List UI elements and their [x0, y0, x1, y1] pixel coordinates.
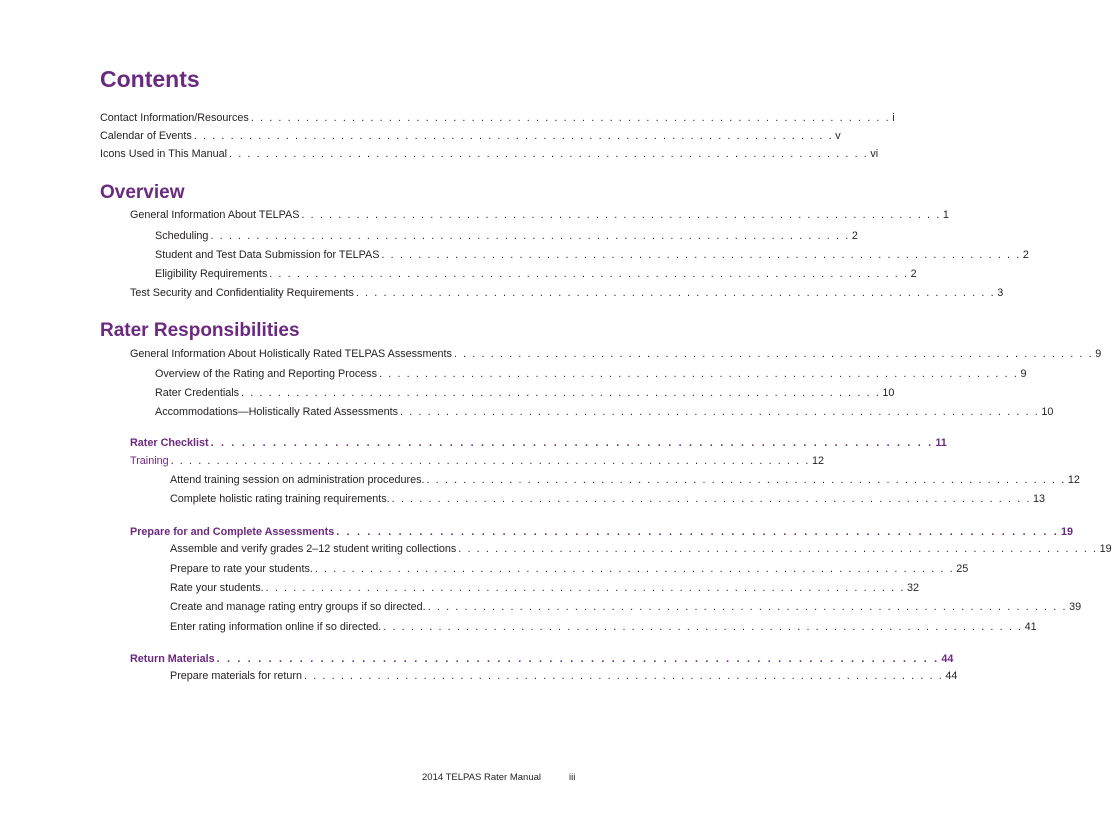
toc-entry-rater-checklist[interactable]: [130, 435, 947, 451]
toc-entry-training[interactable]: [130, 453, 824, 469]
toc-entry-page: 12: [1067, 474, 1080, 486]
toc-entry-page: 2: [851, 230, 858, 242]
toc-entry-page: 44: [945, 670, 958, 682]
toc-entry-page: 19: [1060, 526, 1073, 538]
toc-entry-page: 3: [997, 287, 1004, 299]
toc-entry[interactable]: [155, 366, 1027, 382]
dot-leader: . . . . . . . . . . . . . . . . . . . . . . . . . . . . . . . . . . . . . . . . . . . . . . . . . . . . . . . . . . . . . . . . . . . . . .: [210, 230, 850, 242]
footer-page-number: iii: [569, 772, 576, 783]
dot-leader: . . . . . . . . . . . . . . . . . . . . . . . . . . . . . . . . . . . . . . . . . . . . . . . . . . . . . . . . . . . . . . . . . . . . . .: [210, 437, 934, 449]
toc-entry-label: Rate your students.: [170, 582, 264, 594]
toc-entry[interactable]: [155, 385, 895, 401]
toc-entry[interactable]: [155, 228, 858, 244]
section-heading-overview: Overview: [100, 182, 185, 203]
toc-entry-page: 9: [1095, 348, 1102, 360]
toc-entry-page: 32: [907, 582, 920, 594]
toc-entry[interactable]: [170, 491, 1046, 507]
dot-leader: . . . . . . . . . . . . . . . . . . . . . . . . . . . . . . . . . . . . . . . . . . . . . . . . . . . . . . . . . . . . . . . . . . . . . .: [458, 543, 1098, 555]
toc-entry-page: 2: [910, 268, 917, 280]
toc-entry-label: Return Materials: [130, 653, 215, 665]
toc-entry[interactable]: [170, 472, 1080, 488]
toc-entry-page: 2: [1022, 249, 1029, 261]
toc-entry-label: Eligibility Requirements: [155, 268, 268, 280]
toc-entry-label: Create and manage rating entry groups if so directed.: [170, 601, 426, 613]
page-title: Contents: [100, 66, 200, 92]
toc-entry-label: Assemble and verify grades 2–12 student writing collections: [170, 543, 457, 555]
dot-leader: . . . . . . . . . . . . . . . . . . . . . . . . . . . . . . . . . . . . . . . . . . . . . . . . . . . . . . . . . . . . . . . . . . . . . .: [314, 563, 955, 575]
dot-leader: . . . . . . . . . . . . . . . . . . . . . . . . . . . . . . . . . . . . . . . . . . . . . . . . . . . . . . . . . . . . . . . . . . . . . .: [336, 526, 1059, 538]
dot-leader: . . . . . . . . . . . . . . . . . . . . . . . . . . . . . . . . . . . . . . . . . . . . . . . . . . . . . . . . . . . . . . . . . . . . . .: [355, 287, 996, 299]
toc-entry-icons[interactable]: [100, 146, 879, 162]
toc-entry-label: Attend training session on administration procedures.: [170, 474, 425, 486]
toc-entry-label: Contact Information/Resources: [100, 112, 249, 124]
toc-entry-calendar[interactable]: [100, 128, 841, 144]
toc-entry-label: General Information About Holistically Rated TELPAS Assessments: [130, 348, 452, 360]
dot-leader: . . . . . . . . . . . . . . . . . . . . . . . . . . . . . . . . . . . . . . . . . . . . . . . . . . . . . . . . . . . . . . . . . . . . . .: [304, 670, 944, 682]
dot-leader: . . . . . . . . . . . . . . . . . . . . . . . . . . . . . . . . . . . . . . . . . . . . . . . . . . . . . . . . . . . . . . . . . . . . . .: [229, 148, 869, 160]
toc-entry-page: 25: [956, 563, 969, 575]
dot-leader: . . . . . . . . . . . . . . . . . . . . . . . . . . . . . . . . . . . . . . . . . . . . . . . . . . . . . . . . . . . . . . . . . . . . . .: [379, 368, 1019, 380]
dot-leader: . . . . . . . . . . . . . . . . . . . . . . . . . . . . . . . . . . . . . . . . . . . . . . . . . . . . . . . . . . . . . . . . . . . . . .: [216, 653, 940, 665]
toc-entry[interactable]: [130, 207, 949, 223]
toc-entry[interactable]: [130, 346, 1102, 362]
toc-entry-label: Icons Used in This Manual: [100, 148, 228, 160]
toc-entry[interactable]: [130, 285, 1004, 301]
toc-entry[interactable]: [170, 580, 920, 596]
dot-leader: . . . . . . . . . . . . . . . . . . . . . . . . . . . . . . . . . . . . . . . . . . . . . . . . . . . . . . . . . . . . . . . . . . . . . .: [250, 112, 891, 124]
toc-entry-prepare-complete[interactable]: [130, 524, 1073, 540]
toc-entry-label: Prepare materials for return: [170, 670, 303, 682]
toc-entry-page: 10: [1041, 406, 1054, 418]
toc-entry-page: 9: [1020, 368, 1027, 380]
toc-entry-page: v: [835, 130, 841, 142]
section-heading-rater-responsibilities: Rater Responsibilities: [100, 320, 300, 341]
toc-entry-label: Scheduling: [155, 230, 209, 242]
dot-leader: . . . . . . . . . . . . . . . . . . . . . . . . . . . . . . . . . . . . . . . . . . . . . . . . . . . . . . . . . . . . . . . . . . . . . .: [391, 493, 1032, 505]
dot-leader: . . . . . . . . . . . . . . . . . . . . . . . . . . . . . . . . . . . . . . . . . . . . . . . . . . . . . . . . . . . . . . . . . . . . . .: [193, 130, 834, 142]
toc-entry-return-materials[interactable]: [130, 651, 954, 667]
toc-entry-label: Prepare for and Complete Assessments: [130, 526, 335, 538]
toc-entry-label: Calendar of Events: [100, 130, 192, 142]
toc-entry-page: 11: [935, 437, 947, 449]
toc-entry-label: Prepare to rate your students.: [170, 563, 313, 575]
toc-entry[interactable]: [155, 404, 1054, 420]
toc-entry-page: vi: [870, 148, 879, 160]
toc-entry-page: 13: [1033, 493, 1046, 505]
toc-entry-page: 12: [811, 455, 824, 467]
toc-entry[interactable]: [170, 561, 969, 577]
dot-leader: . . . . . . . . . . . . . . . . . . . . . . . . . . . . . . . . . . . . . . . . . . . . . . . . . . . . . . . . . . . . . . . . . . . . . .: [383, 621, 1023, 633]
toc-entry-label: Student and Test Data Submission for TELPAS: [155, 249, 380, 261]
toc-entry-label: Rater Checklist: [130, 437, 209, 449]
toc-entry-label: Training: [130, 455, 169, 467]
toc-entry-contact-info[interactable]: [100, 110, 895, 126]
toc-entry-page: i: [892, 112, 895, 124]
toc-entry[interactable]: [170, 619, 1037, 635]
toc-entry[interactable]: [155, 266, 917, 282]
dot-leader: . . . . . . . . . . . . . . . . . . . . . . . . . . . . . . . . . . . . . . . . . . . . . . . . . . . . . . . . . . . . . . . . . . . . . .: [427, 601, 1068, 613]
toc-entry-page: 44: [941, 653, 954, 665]
toc-entry-page: 39: [1069, 601, 1082, 613]
dot-leader: . . . . . . . . . . . . . . . . . . . . . . . . . . . . . . . . . . . . . . . . . . . . . . . . . . . . . . . . . . . . . . . . . . . . . .: [400, 406, 1040, 418]
toc-entry-label: General Information About TELPAS: [130, 209, 300, 221]
toc-entry-label: Accommodations—Holistically Rated Assessments: [155, 406, 399, 418]
dot-leader: . . . . . . . . . . . . . . . . . . . . . . . . . . . . . . . . . . . . . . . . . . . . . . . . . . . . . . . . . . . . . . . . . . . . . .: [426, 474, 1066, 486]
dot-leader: . . . . . . . . . . . . . . . . . . . . . . . . . . . . . . . . . . . . . . . . . . . . . . . . . . . . . . . . . . . . . . . . . . . . . .: [170, 455, 810, 467]
footer-manual-title: 2014 TELPAS Rater Manual: [422, 772, 541, 783]
dot-leader: . . . . . . . . . . . . . . . . . . . . . . . . . . . . . . . . . . . . . . . . . . . . . . . . . . . . . . . . . . . . . . . . . . . . . .: [269, 268, 909, 280]
toc-entry-label: Complete holistic rating training requirements.: [170, 493, 390, 505]
dot-leader: . . . . . . . . . . . . . . . . . . . . . . . . . . . . . . . . . . . . . . . . . . . . . . . . . . . . . . . . . . . . . . . . . . . . . .: [241, 387, 881, 399]
toc-entry-page: 10: [882, 387, 895, 399]
toc-entry-label: Enter rating information online if so directed.: [170, 621, 382, 633]
toc-entry[interactable]: [170, 668, 958, 684]
dot-leader: . . . . . . . . . . . . . . . . . . . . . . . . . . . . . . . . . . . . . . . . . . . . . . . . . . . . . . . . . . . . . . . . . . . . . .: [381, 249, 1021, 261]
toc-entry-label: Test Security and Confidentiality Requirements: [130, 287, 354, 299]
toc-entry[interactable]: [170, 541, 1112, 557]
toc-entry-page: 41: [1024, 621, 1037, 633]
toc-entry[interactable]: [155, 247, 1029, 263]
toc-entry-label: Rater Credentials: [155, 387, 240, 399]
toc-entry-page: 1: [942, 209, 949, 221]
dot-leader: . . . . . . . . . . . . . . . . . . . . . . . . . . . . . . . . . . . . . . . . . . . . . . . . . . . . . . . . . . . . . . . . . . . . . .: [265, 582, 905, 594]
dot-leader: . . . . . . . . . . . . . . . . . . . . . . . . . . . . . . . . . . . . . . . . . . . . . . . . . . . . . . . . . . . . . . . . . . . . . .: [301, 209, 941, 221]
dot-leader: . . . . . . . . . . . . . . . . . . . . . . . . . . . . . . . . . . . . . . . . . . . . . . . . . . . . . . . . . . . . . . . . . . . . . .: [453, 348, 1094, 360]
toc-entry[interactable]: [170, 599, 1082, 615]
toc-entry-page: 19: [1099, 543, 1112, 555]
toc-entry-label: Overview of the Rating and Reporting Process: [155, 368, 378, 380]
